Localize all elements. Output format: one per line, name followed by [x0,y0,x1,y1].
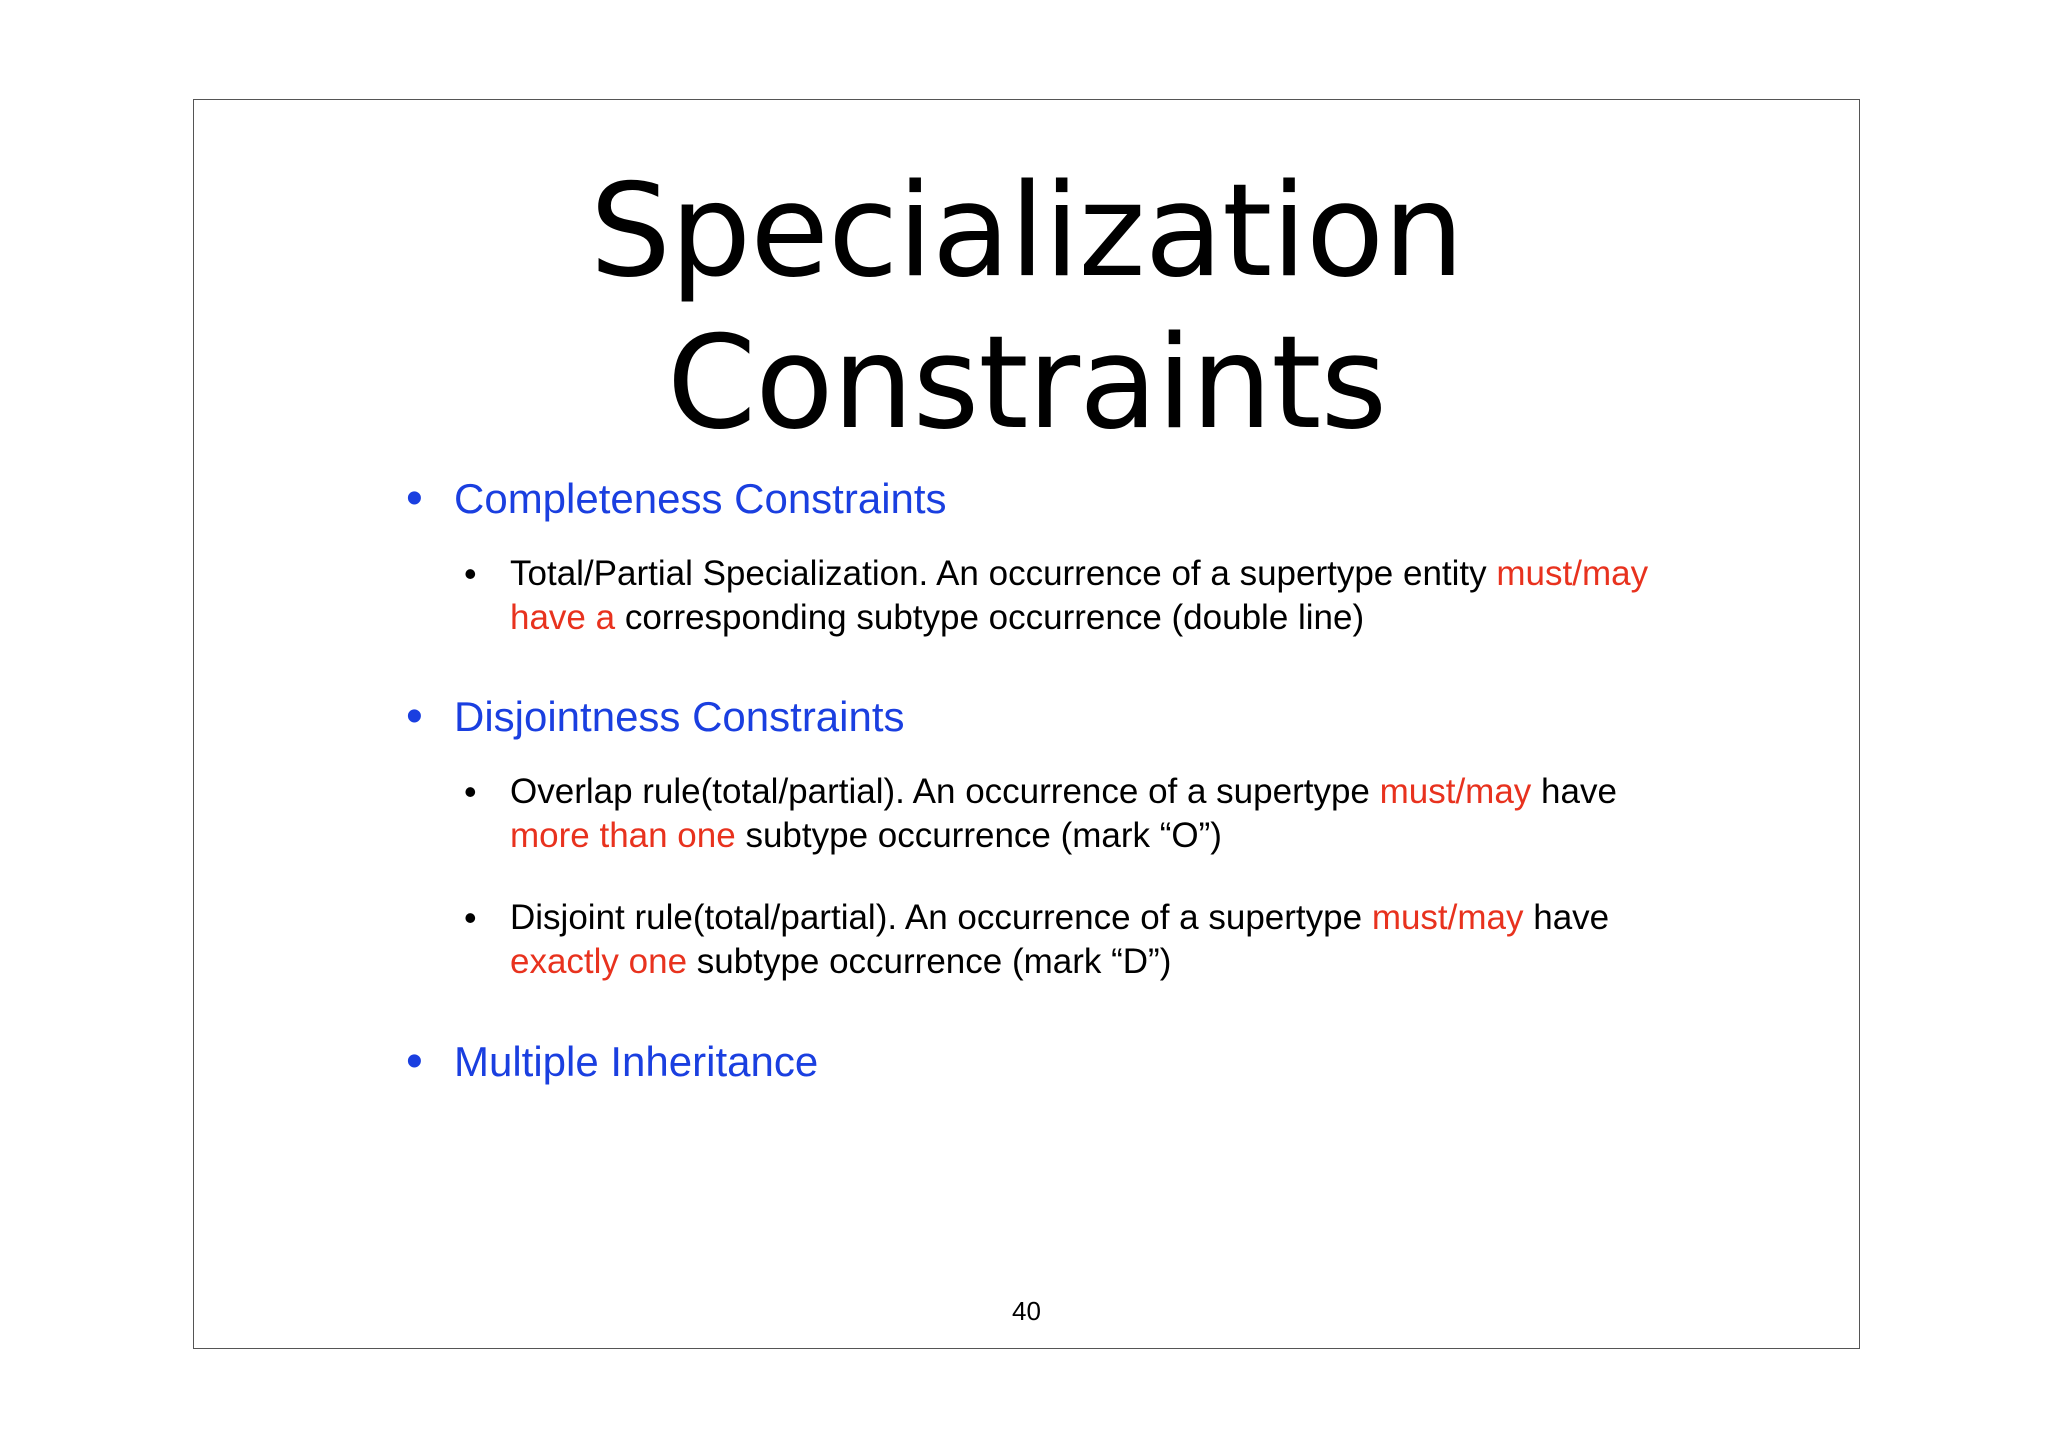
emphasis-must-may: must/may [1496,554,1649,593]
bullet-dot-icon: • [464,897,477,938]
sub-bullet-text-2: have [1523,898,1610,937]
bullet-dot-icon: • [464,553,477,594]
page-number: 40 [1012,1296,1041,1326]
sub-bullet-text-1: Disjoint rule(total/partial). An occurrence of a supertype [510,898,1372,937]
sub-bullet-total-partial-specialization [464,552,1730,640]
bullet-label: Completeness Constraints [454,475,947,522]
emphasis-must-may: must/may [1371,898,1524,937]
bullet-dot-icon: • [464,771,477,812]
sub-bullet-text-2: corresponding subtype occurrence (double line) [615,598,1365,637]
bullet-label: Multiple Inheritance [454,1038,819,1085]
sub-bullet-text-3: subtype occurrence (mark “D”) [687,942,1172,981]
emphasis-have-a: have a [510,598,616,637]
bullet-label: Disjointness Constraints [454,693,905,740]
bullet-completeness-constraints [406,472,947,525]
slide-title-line-2: Constraints [666,309,1387,458]
emphasis-must-may: must/may [1379,772,1532,811]
sub-bullet-text-1: Overlap rule(total/partial). An occurrence of a supertype [510,772,1380,811]
sub-bullet-text-1: Total/Partial Specialization. An occurrence of a supertype entity [510,554,1497,593]
bullet-dot-icon: • [406,1035,423,1088]
slide-title-line-1: Specialization [589,157,1464,306]
bullet-dot-icon: • [406,472,423,525]
emphasis-exactly-one: exactly one [510,942,688,981]
slide-content [194,100,1859,1348]
emphasis-more-than-one: more than one [510,816,736,855]
bullet-multiple-inheritance [406,1035,819,1088]
slide [193,99,1860,1349]
sub-bullet-text-2: have [1531,772,1617,811]
sub-bullet-overlap-rule [464,770,1730,858]
sub-bullet-disjoint-rule [464,896,1730,984]
bullet-disjointness-constraints [406,690,905,743]
bullet-dot-icon: • [406,690,423,743]
sub-bullet-text-3: subtype occurrence (mark “O”) [735,816,1222,855]
